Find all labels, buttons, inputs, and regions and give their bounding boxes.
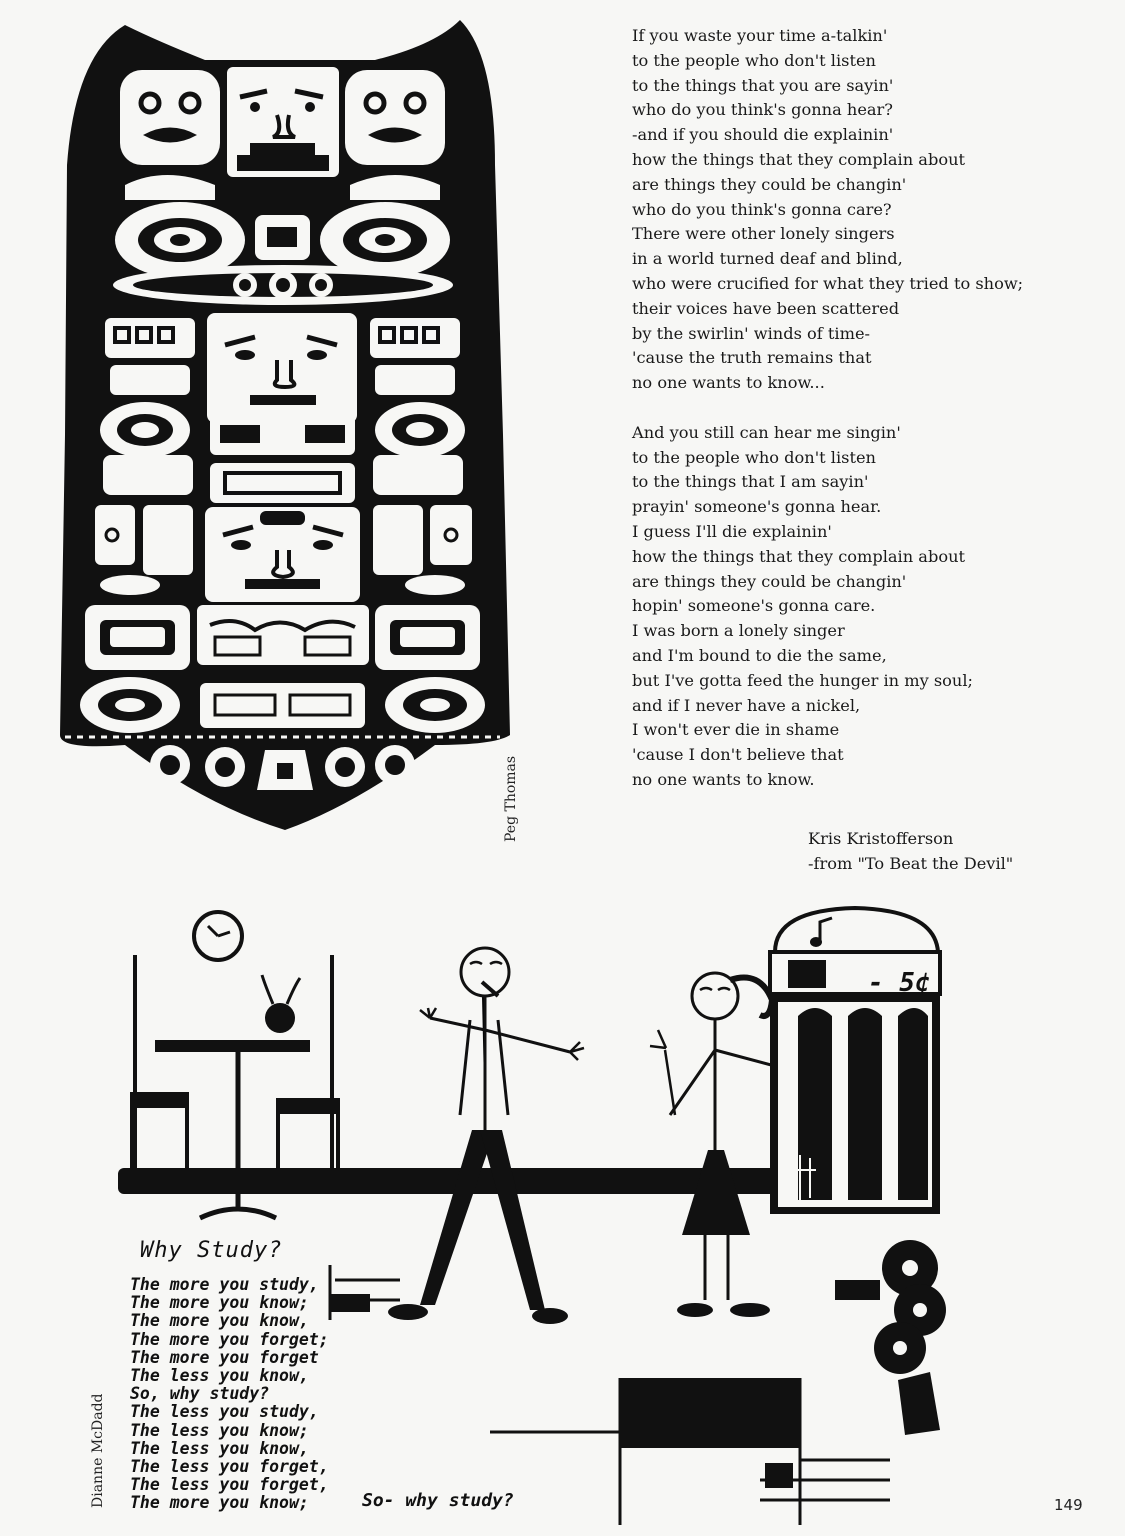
handwritten-poem	[130, 1276, 329, 1513]
handwritten-line: The less you study,	[130, 1402, 319, 1422]
handwritten-line: The less you forget,	[130, 1457, 329, 1477]
poem-line: how the things that they complain about	[632, 546, 965, 566]
poem-line: their voices have been scattered	[632, 298, 900, 318]
poem-line: but I've gotta feed the hunger in my soul;	[632, 670, 973, 690]
handwritten-line: The more you study,	[130, 1275, 319, 1294]
handwritten-title: Why Study?	[140, 1238, 283, 1263]
poem-line: If you waste your time a-talkin'	[632, 26, 888, 45]
poem-line: and if I never have a nickel,	[632, 695, 861, 715]
poem-line: and I'm bound to die the same,	[632, 645, 887, 665]
attribution-source: -from "To Beat the Devil"	[808, 854, 1014, 873]
stanza-gap	[632, 396, 1102, 421]
poem-line: I was born a lonely singer	[632, 621, 845, 641]
poem-line: hopin' someone's gonna care.	[632, 596, 876, 616]
poem-line: 'cause the truth remains that	[632, 348, 872, 368]
handwritten-line: The less you know,	[130, 1438, 309, 1458]
poem-line: who do you think's gonna hear?	[632, 100, 893, 120]
poem-line: to the things that I am sayin'	[632, 472, 869, 492]
poem-line: to the things that you are sayin'	[632, 75, 894, 95]
page-number: 149	[1054, 1496, 1083, 1514]
jukebox-price: - 5¢	[868, 968, 931, 998]
poem-line: 'cause I don't believe that	[632, 745, 844, 765]
cafe-chair-left	[132, 1092, 187, 1175]
handwritten-line: The more you know;	[130, 1293, 309, 1313]
poem-line: are things they could be changin'	[632, 571, 907, 591]
poem-line: prayin' someone's gonna hear.	[632, 497, 882, 517]
clock-icon	[194, 912, 242, 960]
poem-line: -and if you should die explainin'	[632, 125, 894, 145]
poem-line: who were crucified for what they tried to show;	[632, 273, 1024, 293]
handwritten-line: The more you know;	[130, 1493, 309, 1513]
poem-line: to the people who don't listen	[632, 447, 876, 467]
poem-line: There were other lonely singers	[632, 224, 895, 244]
credit-bottom-artist: Dianne McDadd	[90, 1393, 106, 1508]
handwritten-line: The less you forget,	[130, 1475, 329, 1495]
poem	[632, 24, 1102, 793]
poem-line: no one wants to know.	[632, 769, 815, 789]
poem-line: in a world turned deaf and blind,	[632, 249, 903, 269]
handwritten-ending: So- why study?	[362, 1490, 514, 1511]
credit-top-artist: Peg Thomas	[503, 755, 519, 842]
poem-line: by the swirlin' winds of time-	[632, 323, 870, 343]
stick-figure-woman	[650, 973, 790, 1317]
poem-line: And you still can hear me singin'	[632, 422, 901, 442]
handwritten-line: The more you forget	[130, 1347, 319, 1367]
handwritten-line: The less you know,	[130, 1366, 309, 1386]
poem-line: how the things that they complain about	[632, 149, 965, 169]
attribution-author: Kris Kristofferson	[808, 829, 954, 848]
poem-line: no one wants to know...	[632, 373, 825, 393]
poem-line: I guess I'll die explainin'	[632, 521, 832, 541]
jukebox	[770, 908, 940, 1214]
poem-line: who do you think's gonna care?	[632, 199, 892, 219]
poem-line: to the people who don't listen	[632, 50, 876, 70]
poem-stanza-1	[632, 24, 1102, 396]
handwritten-line: The more you know,	[130, 1311, 309, 1331]
handwritten-line: The less you know;	[130, 1420, 309, 1440]
poem-line: I won't ever die in shame	[632, 720, 840, 740]
poem-attribution	[808, 826, 1013, 876]
stick-figure-man	[388, 948, 584, 1324]
handwritten-line: The more you forget;	[130, 1329, 329, 1349]
poem-line: are things they could be changin'	[632, 174, 907, 194]
handwritten-line: So, why study?	[130, 1384, 270, 1404]
poem-stanza-2	[632, 421, 1102, 793]
cafe-chair-right	[278, 1098, 338, 1175]
totem-artwork	[55, 15, 525, 845]
